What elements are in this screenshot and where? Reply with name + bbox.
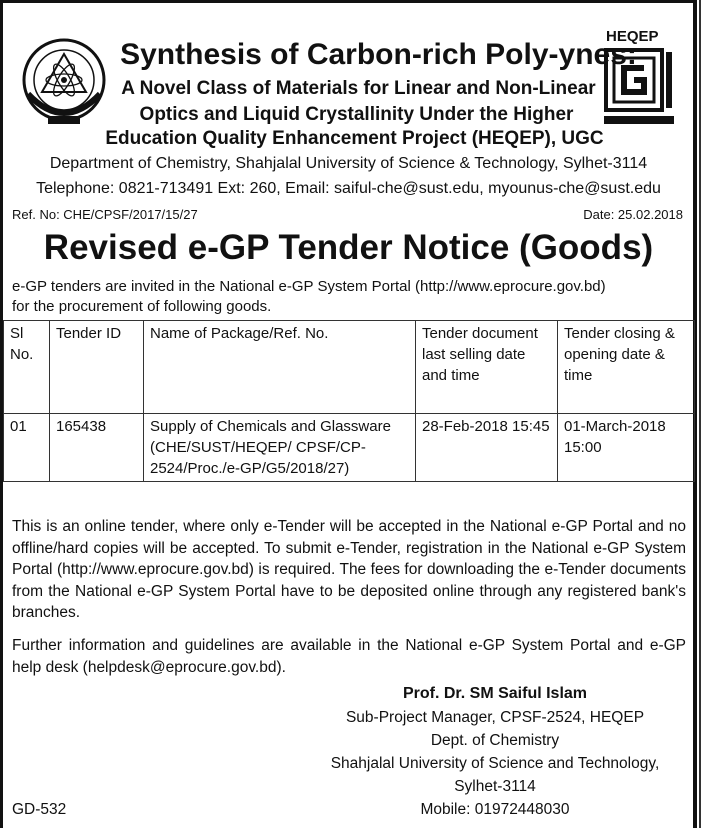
header-closing-date: Tender closing & opening date & time [558, 321, 695, 414]
cell-tender-id: 165438 [50, 414, 144, 482]
cell-selling-date: 28-Feb-2018 15:45 [416, 414, 558, 482]
heqep-logo-label: HEQEP [606, 28, 659, 45]
cell-package: Supply of Chemicals and Glassware (CHE/SUST/HEQEP/ CPSF/CP-2524/Proc./e-GP/G5/2018/27) [144, 414, 416, 482]
notice-date: Date: 25.02.2018 [583, 207, 683, 222]
project-title: Synthesis of Carbon-rich Poly-ynes: [120, 38, 637, 71]
table-row [4, 414, 695, 482]
header-sl: Sl No. [4, 321, 50, 414]
signatory-line-2: Dept. of Chemistry [430, 732, 560, 749]
reference-number: Ref. No: CHE/CPSF/2017/15/27 [12, 207, 198, 222]
signatory-line-1: Sub-Project Manager, CPSF-2524, HEQEP [345, 709, 645, 726]
intro-line-1: e-GP tenders are invited in the National e-GP System Portal (http://www.eprocure.gov.bd) [12, 278, 606, 295]
notice-title: Revised e-GP Tender Notice (Goods) [43, 228, 654, 267]
tender-instructions: This is an online tender, where only e-Tender will be accepted in the National e-GP Portal and no offline/hard copies will be accepted. To submit e-Tender, registration in the National e-GP System Portal (http://www.eprocure.gov.bd) is required. The fees for downloading the e-Tender documents from the National e-GP System Portal have to be deposited online through any registered bank's branches. [12, 518, 686, 621]
signatory-name: Prof. Dr. SM Saiful Islam [402, 685, 588, 702]
signatory-line-3: Shahjalal University of Science and Technology, [330, 755, 660, 772]
table-header-row [4, 321, 695, 414]
header-selling-date: Tender document last selling date and time [416, 321, 558, 414]
project-subtitle-line-2: Optics and Liquid Crystallinity Under the Higher [139, 104, 574, 125]
signatory-mobile: Mobile: 01972448030 [420, 801, 570, 818]
tender-table [3, 320, 695, 482]
further-info: Further information and guidelines are available in the National e-GP System Portal and e-GP help desk (helpdesk@eprocure.gov.bd). [12, 637, 686, 676]
intro-line-2: for the procurement of following goods. [12, 298, 272, 315]
signatory-line-4: Sylhet-3114 [454, 778, 536, 795]
project-subtitle-line-1: A Novel Class of Materials for Linear and Non-Linear [121, 78, 596, 99]
footer-code: GD-532 [12, 801, 67, 818]
project-subtitle-line-3: Education Quality Enhancement Project (HEQEP), UGC [105, 128, 604, 149]
cell-sl: 01 [4, 414, 50, 482]
cell-closing-date: 01-March-2018 15:00 [558, 414, 695, 482]
header-package: Name of Package/Ref. No. [144, 321, 416, 414]
department-address: Department of Chemistry, Shahjalal University of Science & Technology, Sylhet-3114 [49, 155, 648, 172]
header-tender-id: Tender ID [50, 321, 144, 414]
contact-info: Telephone: 0821-713491 Ext: 260, Email: saiful-che@sust.edu, myounus-che@sust.edu [36, 180, 661, 197]
